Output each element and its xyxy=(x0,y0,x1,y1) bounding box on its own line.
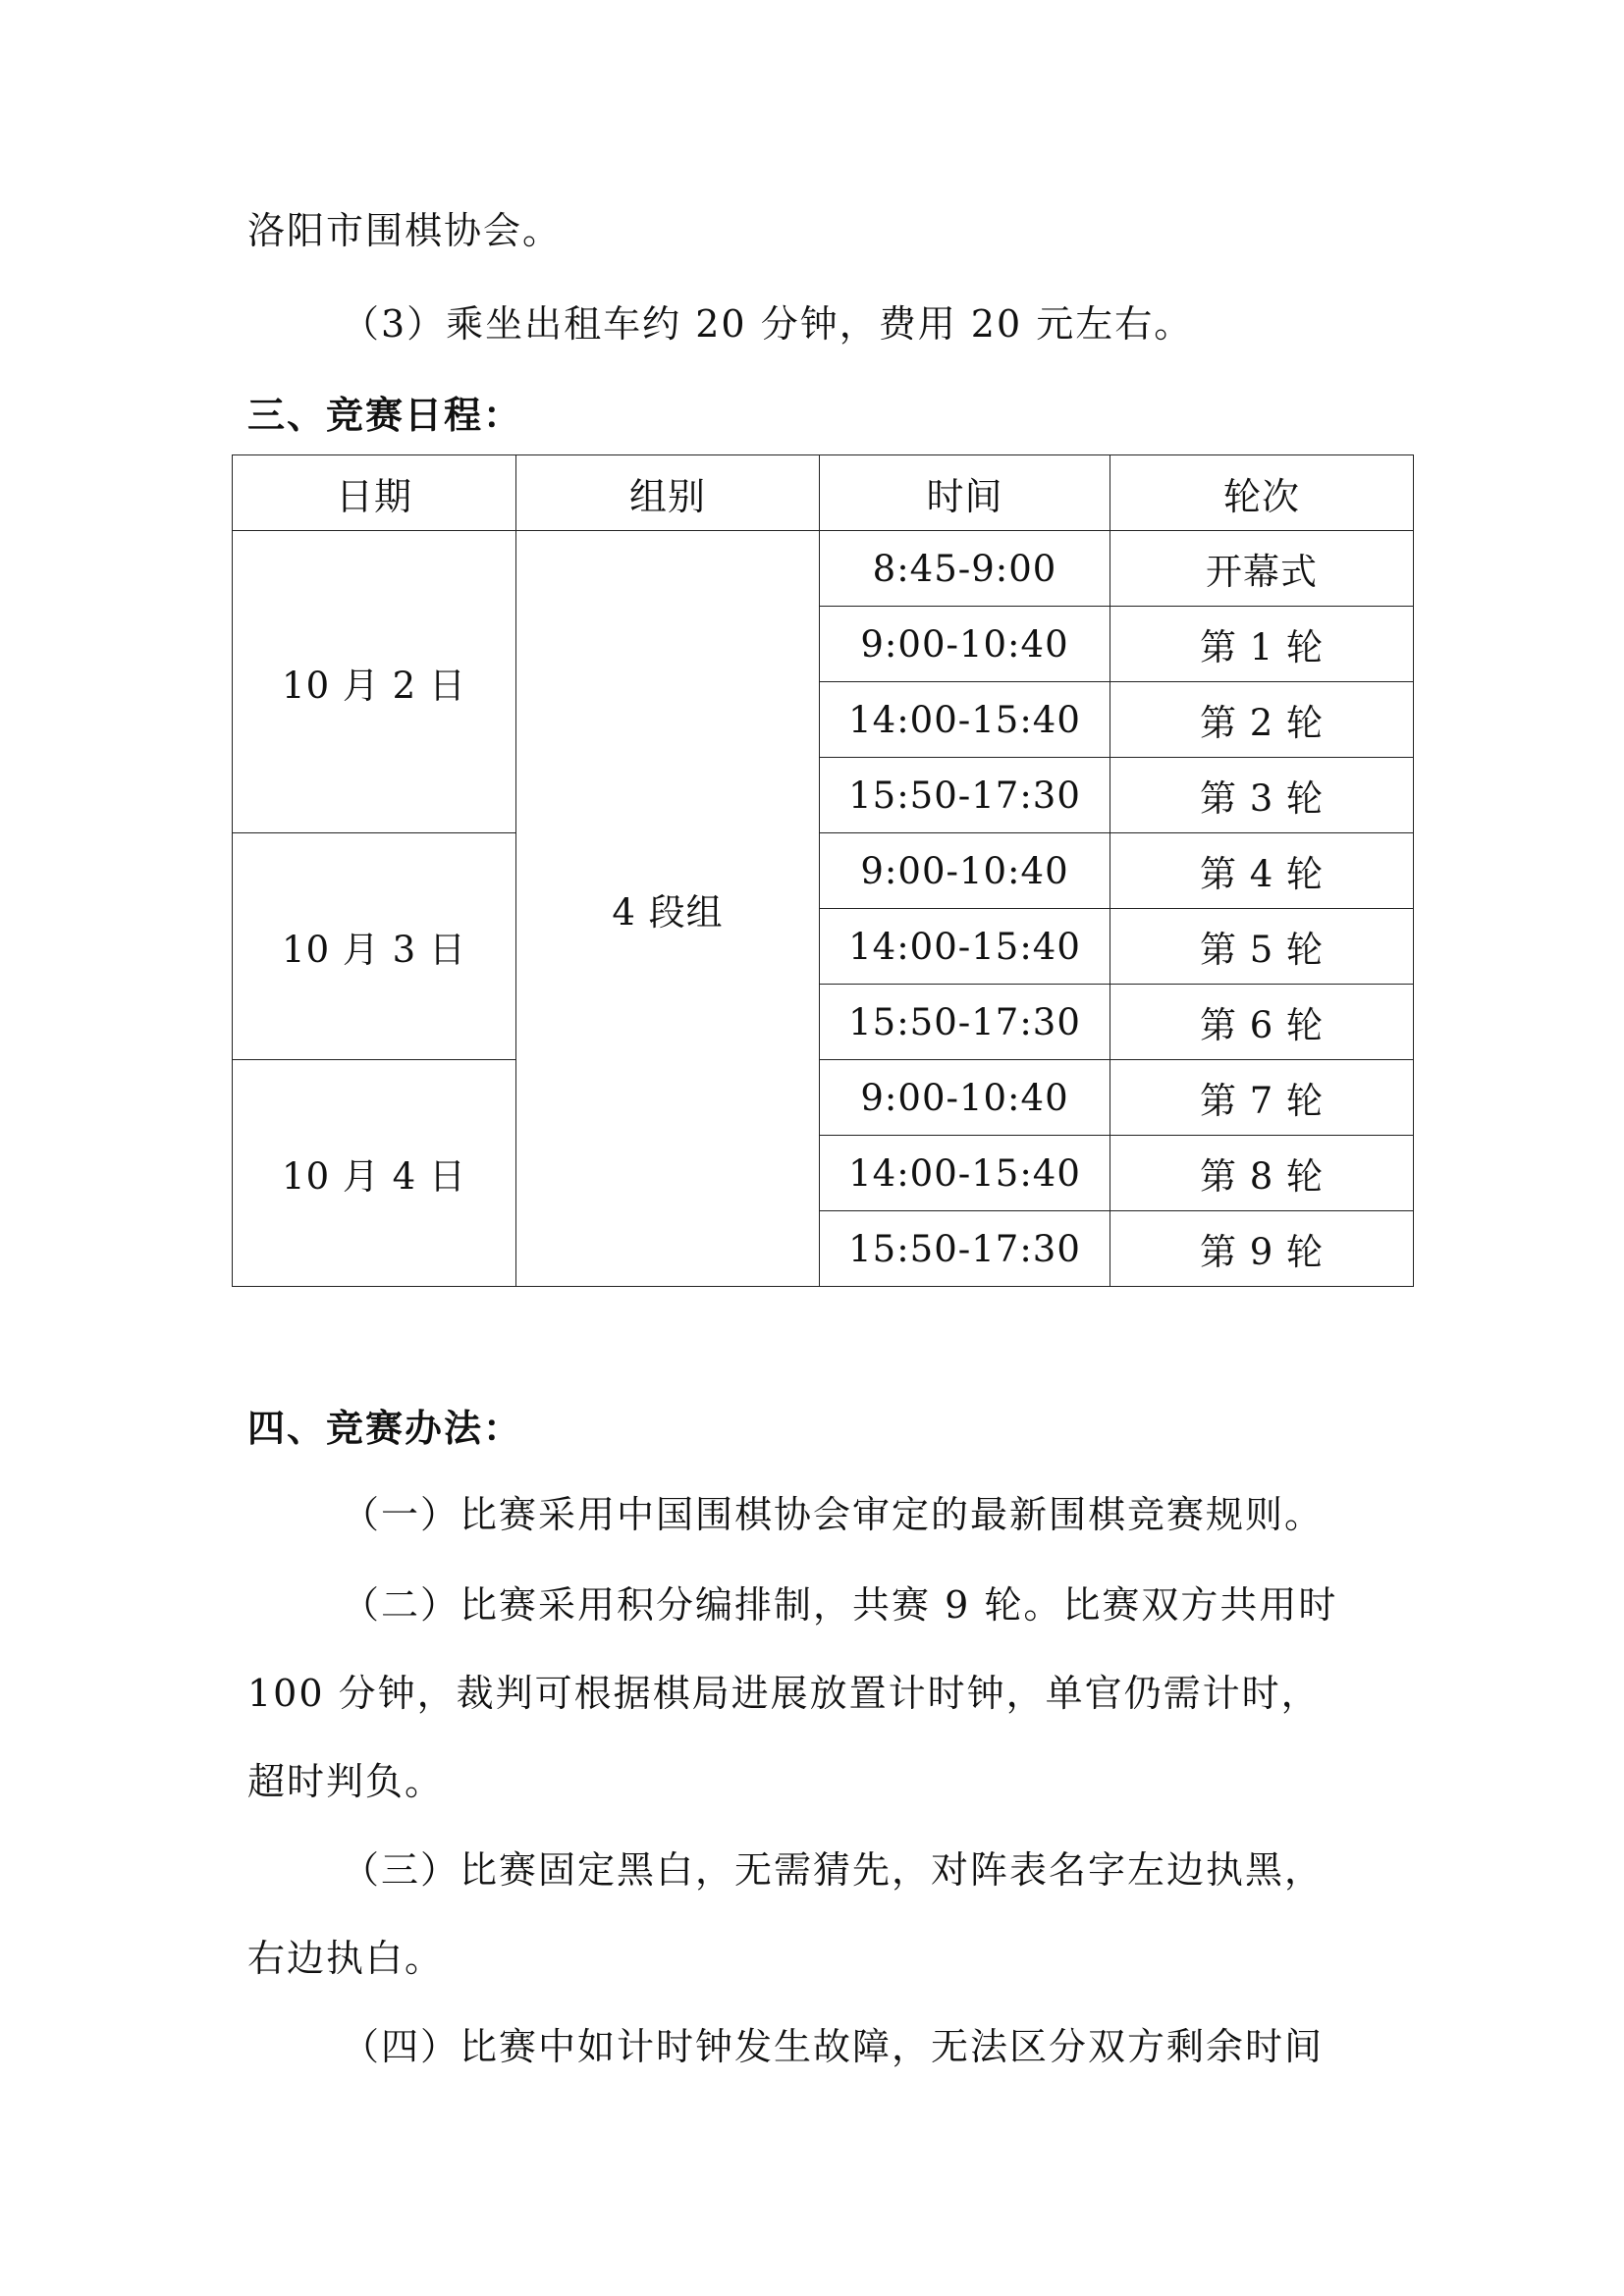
round-cell: 第 2 轮 xyxy=(1110,682,1414,758)
time-cell: 8:45-9:00 xyxy=(820,531,1110,607)
header-round: 轮次 xyxy=(1110,455,1414,531)
rule-line: （一）比赛采用中国围棋协会审定的最新围棋竞赛规则。 xyxy=(342,1493,1325,1536)
time-cell: 9:00-10:40 xyxy=(820,833,1110,909)
round-cell: 第 5 轮 xyxy=(1110,909,1414,985)
round-cell: 第 6 轮 xyxy=(1110,985,1414,1060)
time-cell: 9:00-10:40 xyxy=(820,607,1110,682)
round-cell: 第 1 轮 xyxy=(1110,607,1414,682)
section-4-title: 四、竞赛办法： xyxy=(247,1407,523,1450)
rule-line: （二）比赛采用积分编排制，共赛 9 轮。比赛双方共用时 xyxy=(342,1583,1338,1627)
rule-line: 右边执白。 xyxy=(247,1937,445,1980)
table-row xyxy=(233,833,1414,909)
schedule-table xyxy=(232,454,1414,1287)
section-3-title: 三、竞赛日程： xyxy=(247,394,523,437)
table-row xyxy=(233,531,1414,607)
round-cell: 开幕式 xyxy=(1110,531,1414,607)
round-cell: 第 8 轮 xyxy=(1110,1136,1414,1211)
round-cell: 第 7 轮 xyxy=(1110,1060,1414,1136)
group-cell: 4 段组 xyxy=(516,531,820,1287)
time-cell: 14:00-15:40 xyxy=(820,909,1110,985)
round-cell: 第 9 轮 xyxy=(1110,1211,1414,1287)
time-cell: 9:00-10:40 xyxy=(820,1060,1110,1136)
intro-line-2: （3）乘坐出租车约 20 分钟，费用 20 元左右。 xyxy=(342,302,1194,346)
date-cell: 10 月 4 日 xyxy=(233,1060,516,1287)
table-header-row xyxy=(233,455,1414,531)
date-cell: 10 月 3 日 xyxy=(233,833,516,1060)
rule-line: 超时判负。 xyxy=(247,1760,445,1803)
round-cell: 第 3 轮 xyxy=(1110,758,1414,833)
time-cell: 14:00-15:40 xyxy=(820,1136,1110,1211)
header-group: 组别 xyxy=(516,455,820,531)
rule-line: （三）比赛固定黑白，无需猜先，对阵表名字左边执黑， xyxy=(342,1848,1325,1892)
round-cell: 第 4 轮 xyxy=(1110,833,1414,909)
header-date: 日期 xyxy=(233,455,516,531)
rule-line: （四）比赛中如计时钟发生故障，无法区分双方剩余时间 xyxy=(342,2025,1325,2068)
table-row xyxy=(233,1060,1414,1136)
time-cell: 15:50-17:30 xyxy=(820,985,1110,1060)
header-time: 时间 xyxy=(820,455,1110,531)
rule-line: 100 分钟，裁判可根据棋局进展放置计时钟，单官仍需计时， xyxy=(247,1672,1321,1715)
intro-line-1: 洛阳市围棋协会。 xyxy=(247,209,563,252)
time-cell: 14:00-15:40 xyxy=(820,682,1110,758)
time-cell: 15:50-17:30 xyxy=(820,1211,1110,1287)
time-cell: 15:50-17:30 xyxy=(820,758,1110,833)
date-cell: 10 月 2 日 xyxy=(233,531,516,833)
